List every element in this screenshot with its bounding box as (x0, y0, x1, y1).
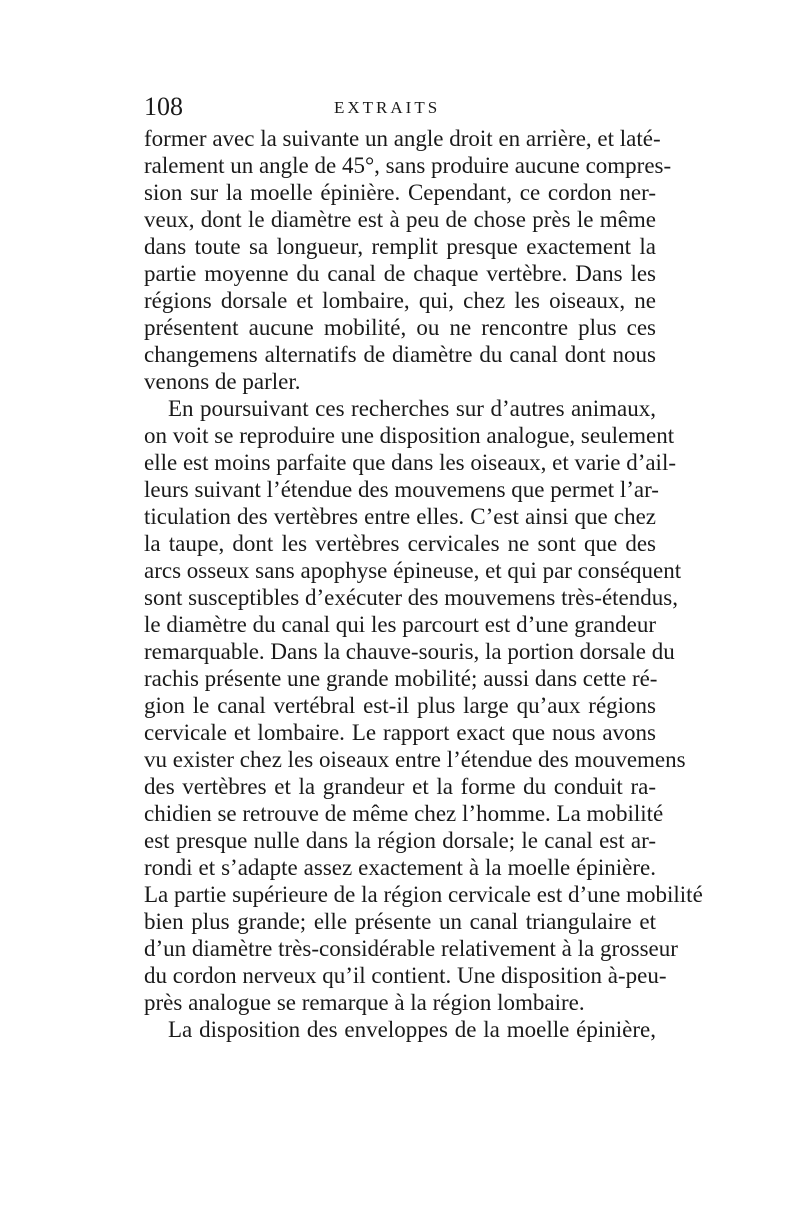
text-line: gion le canal vertébral est-il plus large qu’aux régions (144, 693, 656, 718)
text-line: d’un diamètre très-considérable relativement à la grosseur (144, 936, 678, 961)
text-line: près analogue se remarque à la région lombaire. (144, 990, 585, 1015)
text-line: remarquable. Dans la chauve-souris, la portion dorsale du (144, 639, 675, 664)
text-line: sont susceptibles d’exécuter des mouvemens très-étendus, (144, 585, 678, 610)
text-line: bien plus grande; elle présente un canal triangulaire et (144, 909, 656, 934)
text-line: la taupe, dont les vertèbres cervicales ne sont que des (144, 531, 656, 556)
text-line: du cordon nerveux qu’il contient. Une disposition à-peu- (144, 963, 667, 988)
text-line: des vertèbres et la grandeur et la forme du conduit ra- (144, 774, 656, 799)
text-line: vu exister chez les oiseaux entre l’étendue des mouvemens (144, 747, 686, 772)
text-line: dans toute sa longueur, remplit presque exactement la (144, 234, 656, 259)
text-line: changemens alternatifs de diamètre du canal dont nous (144, 342, 656, 367)
text-line: La partie supérieure de la région cervicale est d’une mobilité (144, 882, 703, 907)
text-line: le diamètre du canal qui les parcourt est d’une grandeur (144, 612, 656, 637)
text-line: former avec la suivante un angle droit en arrière, et laté- (144, 126, 661, 151)
text-line: ralement un angle de 45°, sans produire aucune compres- (144, 153, 672, 178)
text-line: on voit se reproduire une disposition analogue, seulement (144, 423, 675, 448)
text-line: ticulation des vertèbres entre elles. C’est ainsi que chez (144, 504, 656, 529)
text-line: est presque nulle dans la région dorsale; le canal est ar- (144, 828, 656, 853)
text-line: arcs osseux sans apophyse épineuse, et qui par conséquent (144, 558, 682, 583)
text-line: rachis présente une grande mobilité; aussi dans cette ré- (144, 666, 658, 691)
paragraph-start-line: La disposition des enveloppes de la moelle épinière, (168, 1017, 656, 1042)
paragraph-start-line: En poursuivant ces recherches sur d’autres animaux, (168, 396, 656, 421)
text-line: elle est moins parfaite que dans les oiseaux, et varie d’ail- (144, 450, 676, 475)
text-line: veux, dont le diamètre est à peu de chose près le même (144, 207, 656, 232)
text-line: partie moyenne du canal de chaque vertèbre. Dans les (144, 261, 656, 286)
text-line: cervicale et lombaire. Le rapport exact que nous avons (144, 720, 656, 745)
text-line: sion sur la moelle épinière. Cependant, ce cordon ner- (144, 180, 656, 205)
text-line: rondi et s’adapte assez exactement à la moelle épinière. (144, 855, 656, 880)
text-line: chidien se retrouve de même chez l’homme. La mobilité (144, 801, 664, 826)
text-line: venons de parler. (144, 369, 301, 394)
running-head: EXTRAITS (334, 98, 441, 117)
text-line: leurs suivant l’étendue des mouvemens que permet l’ar- (144, 477, 659, 502)
page-header (144, 92, 664, 122)
text-line: présentent aucune mobilité, ou ne rencontre plus ces (144, 315, 656, 340)
page-number: 108 (144, 92, 183, 121)
text-line: régions dorsale et lombaire, qui, chez les oiseaux, ne (144, 288, 656, 313)
